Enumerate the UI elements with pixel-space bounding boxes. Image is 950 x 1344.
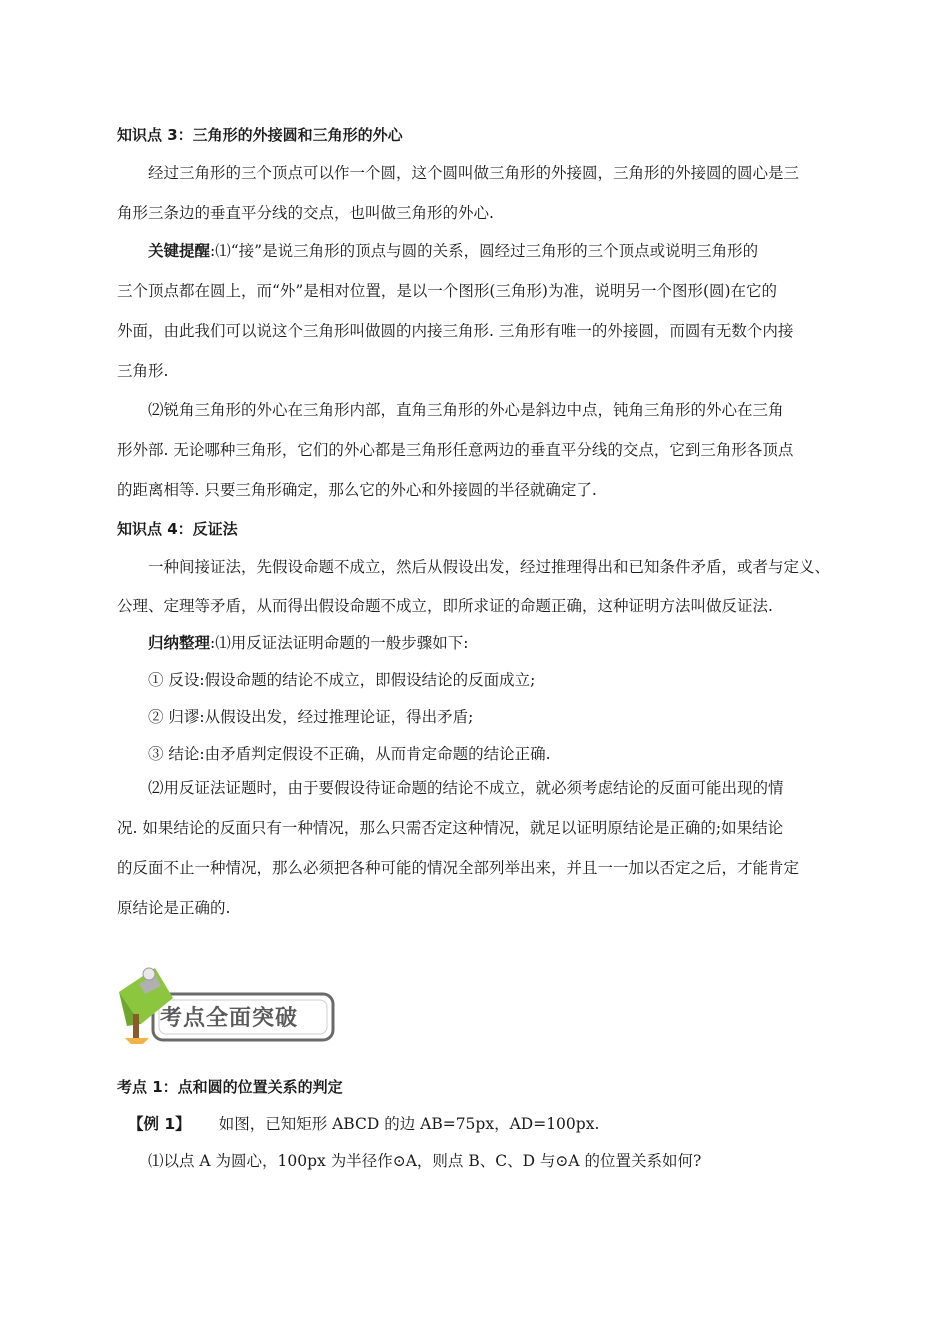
- step-item: ① 反设:假设命题的结论不成立，即假设结论的反面成立;: [148, 671, 536, 689]
- section-heading-k4: 知识点 4：反证法: [117, 520, 238, 538]
- k3-tip-line: 三个顶点都在圆上，而“外”是相对位置，是以一个图形(三角形)为准，说明另一个图形(圆)在它的: [117, 282, 778, 300]
- k3-paragraph-line: 的距离相等. 只要三角形确定，那么它的外心和外接圆的半径就确定了.: [117, 481, 597, 499]
- example-line: [128, 1113, 850, 1135]
- k4-summary-line: [148, 632, 850, 654]
- section-heading-k3: 知识点 3：三角形的外接圆和三角形的外心: [117, 126, 403, 144]
- step-item: ② 归谬:从假设出发，经过推理论证，得出矛盾;: [148, 708, 474, 726]
- example-label: 【例 1】: [128, 1115, 191, 1133]
- question-line: ⑴以点 A 为圆心，100px 为半径作⊙A，则点 B、C、D 与⊙A 的位置关系如何?: [148, 1152, 702, 1170]
- k4-paragraph-line: 公理、定理等矛盾，从而得出假设命题不成立，即所求证的命题正确，这种证明方法叫做反证法.: [117, 597, 773, 615]
- k3-tip-line: 三角形.: [117, 362, 169, 380]
- k4-paragraph-line: 原结论是正确的.: [117, 899, 231, 917]
- k4-paragraph-line: 况. 如果结论的反面只有一种情况，那么只需否定这种情况，就足以证明原结论是正确的;如果结论: [117, 819, 784, 837]
- summary-text: :⑴用反证法证明命题的一般步骤如下:: [210, 634, 469, 652]
- k4-paragraph-line: 的反面不止一种情况，那么必须把各种可能的情况全部列举出来，并且一一加以否定之后，才能肯定: [117, 859, 800, 877]
- k3-tip-line: 外面，由此我们可以说这个三角形叫做圆的内接三角形. 三角形有唯一的外接圆，而圆有无数个内接: [117, 322, 794, 340]
- k3-tip-line: [148, 240, 850, 262]
- k3-paragraph-line: 经过三角形的三个顶点可以作一个圆，这个圆叫做三角形的外接圆，三角形的外接圆的圆心是三: [148, 164, 800, 182]
- section-heading-kd1: 考点 1：点和圆的位置关系的判定: [117, 1078, 343, 1096]
- k3-paragraph-line: 形外部. 无论哪种三角形，它们的外心都是三角形任意两边的垂直平分线的交点，它到三角形各顶点: [117, 441, 794, 459]
- tip-text: :⑴“接”是说三角形的顶点与圆的关系，圆经过三角形的三个顶点或说明三角形的: [210, 242, 759, 260]
- k4-paragraph-line: ⑵用反证法证题时，由于要假设待证命题的结论不成立，就必须考虑结论的反面可能出现的情: [148, 779, 784, 797]
- k3-paragraph-line: 角形三条边的垂直平分线的交点，也叫做三角形的外心.: [117, 204, 494, 222]
- tip-label: 关键提醒: [148, 242, 211, 260]
- k3-paragraph-line: ⑵锐角三角形的外心在三角形内部，直角三角形的外心是斜边中点，钝角三角形的外心在三角: [148, 401, 784, 419]
- k4-paragraph-line: 一种间接证法，先假设命题不成立，然后从假设出发，经过推理得出和已知条件矛盾，或者与定义、: [148, 558, 831, 576]
- step-item: ③ 结论:由矛盾判定假设不正确，从而肯定命题的结论正确.: [148, 745, 551, 763]
- banner-label: 考点全面突破: [160, 1006, 299, 1031]
- example-text: 如图，已知矩形 ABCD 的边 AB=75px，AD=100px.: [218, 1115, 600, 1133]
- summary-label: 归纳整理: [148, 634, 211, 652]
